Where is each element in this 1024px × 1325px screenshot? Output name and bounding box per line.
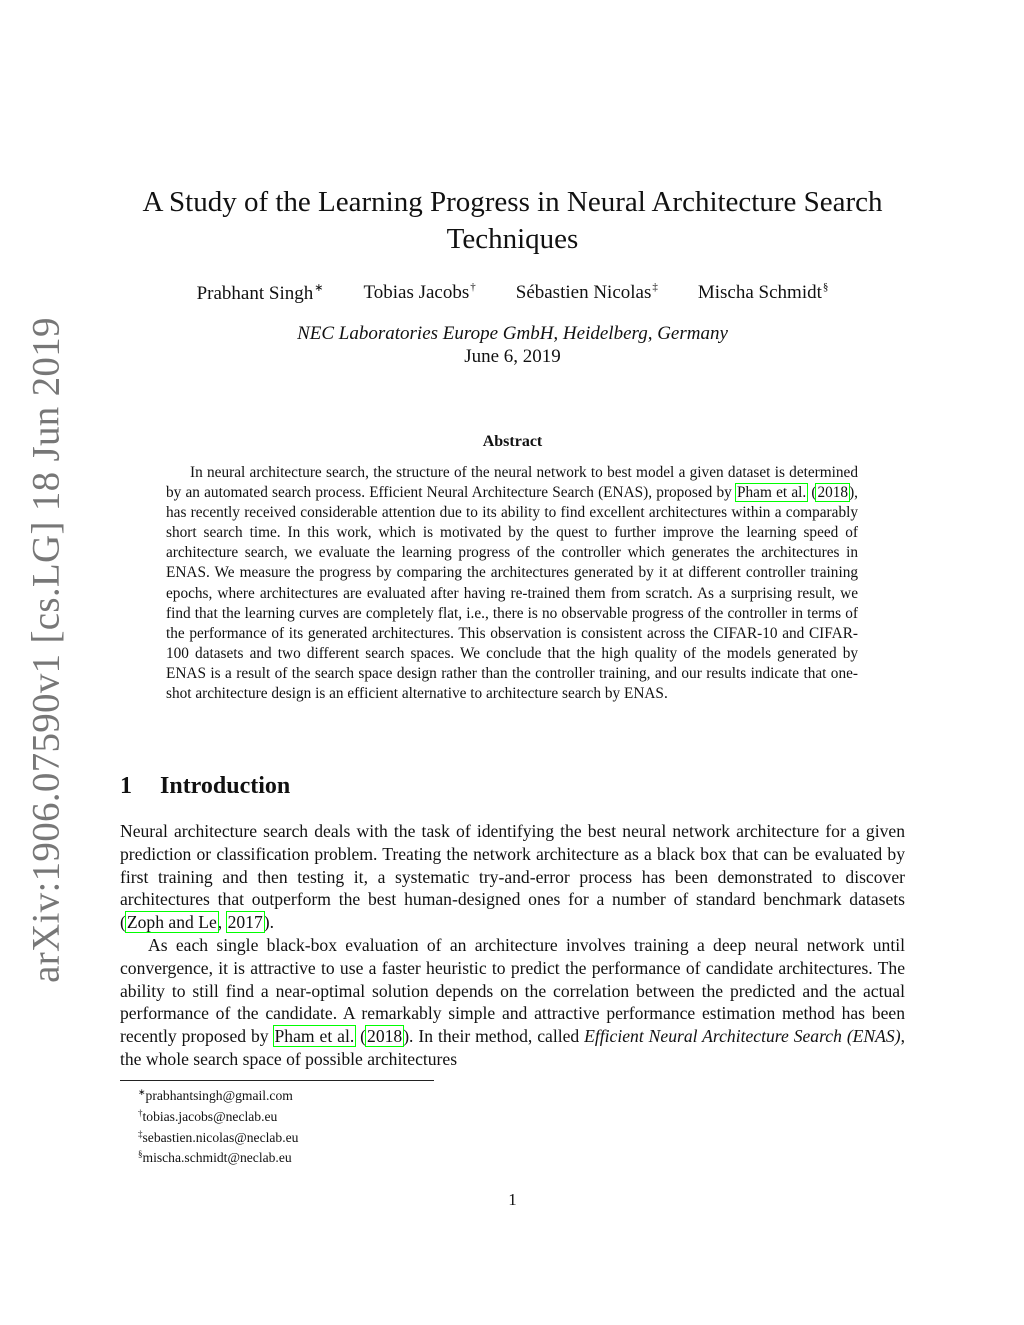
section-title: Introduction xyxy=(160,773,291,799)
citation-link-zoph[interactable]: Zoph and Le xyxy=(126,912,217,933)
citation-link-pham[interactable]: Pham et al. xyxy=(737,484,807,502)
abstract-body: In neural architecture search, the structure of the neural network to best model a given dataset is determined by an automated search process. Efficient Neural Architecture Search (ENAS), proposed by Pham et al. (2018), has recently received considerable attention due to its ability to find excellent architectures within a comparably short search time. In this work, which is motivated by the quest to further improve the learning speed of architecture search, we evaluate the learning progress of the controller which generates the architectures in ENAS. We measure the progress by comparing the architectures generated by it at different controller training epochs, where architectures are evaluated after having re-trained them from scratch. As a surprising result, we find that the learning curves are completely flat, i.e., there is no observable progress of the controller in terms of the performance of its generated architectures. This observation is consistent across the CIFAR-10 and CIFAR-100 datasets and two different search spaces. We conclude that the high quality of the models generated by ENAS is a result of the search space design rather than the controller training, and our results indicate that one-shot architecture design is an efficient alternative to architecture search by ENAS. xyxy=(166,464,858,703)
paper-title: A Study of the Learning Progress in Neural Architecture Search Techniques xyxy=(142,186,883,255)
arxiv-identifier-stamp: arXiv:1906.07590v1 [cs.LG] 18 Jun 2019 xyxy=(24,317,68,983)
author-name: Mischa Schmidt xyxy=(697,282,822,303)
publication-date: June 6, 2019 xyxy=(464,346,561,367)
author-name: Prabhant Singh xyxy=(196,283,314,304)
emphasized-method-name: Efficient Neural Architecture Search (ENAS) xyxy=(584,1026,901,1047)
footnote-list xyxy=(138,1084,298,1167)
author-2 xyxy=(363,281,475,305)
footnote-2: †tobias.jacobs@neclab.eu xyxy=(138,1107,278,1124)
citation-year-link[interactable]: 2017 xyxy=(227,912,263,933)
footnote-3: ‡sebastien.nicolas@neclab.eu xyxy=(138,1128,299,1145)
citation-link-pham[interactable]: Pham et al. xyxy=(274,1026,355,1047)
citation-year-link[interactable]: 2018 xyxy=(367,1026,403,1047)
section-number: 1 xyxy=(120,773,132,799)
author-list xyxy=(120,281,905,305)
section-heading-introduction xyxy=(120,773,290,800)
author-name: Tobias Jacobs xyxy=(363,282,470,303)
author-3 xyxy=(516,281,658,305)
footnote-mark: ∗ xyxy=(314,282,324,294)
footnote-mark: ‡ xyxy=(652,281,658,293)
abstract-heading: Abstract xyxy=(482,433,543,450)
footnote-4: §mischa.schmidt@neclab.eu xyxy=(138,1149,292,1166)
footnote-divider xyxy=(120,1080,434,1081)
footnote-1: ∗prabhantsingh@gmail.com xyxy=(138,1087,293,1103)
footnote-mark: † xyxy=(470,281,476,293)
author-name: Sébastien Nicolas xyxy=(515,282,652,303)
affiliation: NEC Laboratories Europe GmbH, Heidelberg, Germany xyxy=(297,323,728,344)
citation-year-link[interactable]: 2018 xyxy=(817,484,849,502)
intro-paragraph-2: As each single black-box evaluation of an architecture involves training a deep neural network until convergence, it is attractive to use a faster heuristic to predict the performance of candidate architectures. The ability to still find a near-optimal solution depends on the correlation between the predicted and the actual performance of the candidate. A remarkably simple and attractive performance estimation method has been recently proposed by Pham et al. (2018). In their method, called Efficient Neural Architecture Search (ENAS), the whole search space of possible architectures xyxy=(120,935,905,1069)
intro-paragraph-1: Neural architecture search deals with the task of identifying the best neural network architecture for a given prediction or classification problem. Treating the network architecture as a black box that can be evaluated by first training and then testing it, a systematic try-and-error process has been demonstrated to discover architectures that outperform the best human-designed ones for a number of standard benchmark datasets (Zoph and Le, 2017). xyxy=(120,821,905,933)
page-number: 1 xyxy=(508,1190,517,1209)
author-1 xyxy=(197,281,324,305)
author-4 xyxy=(698,281,829,305)
footnote-mark: § xyxy=(822,281,829,293)
